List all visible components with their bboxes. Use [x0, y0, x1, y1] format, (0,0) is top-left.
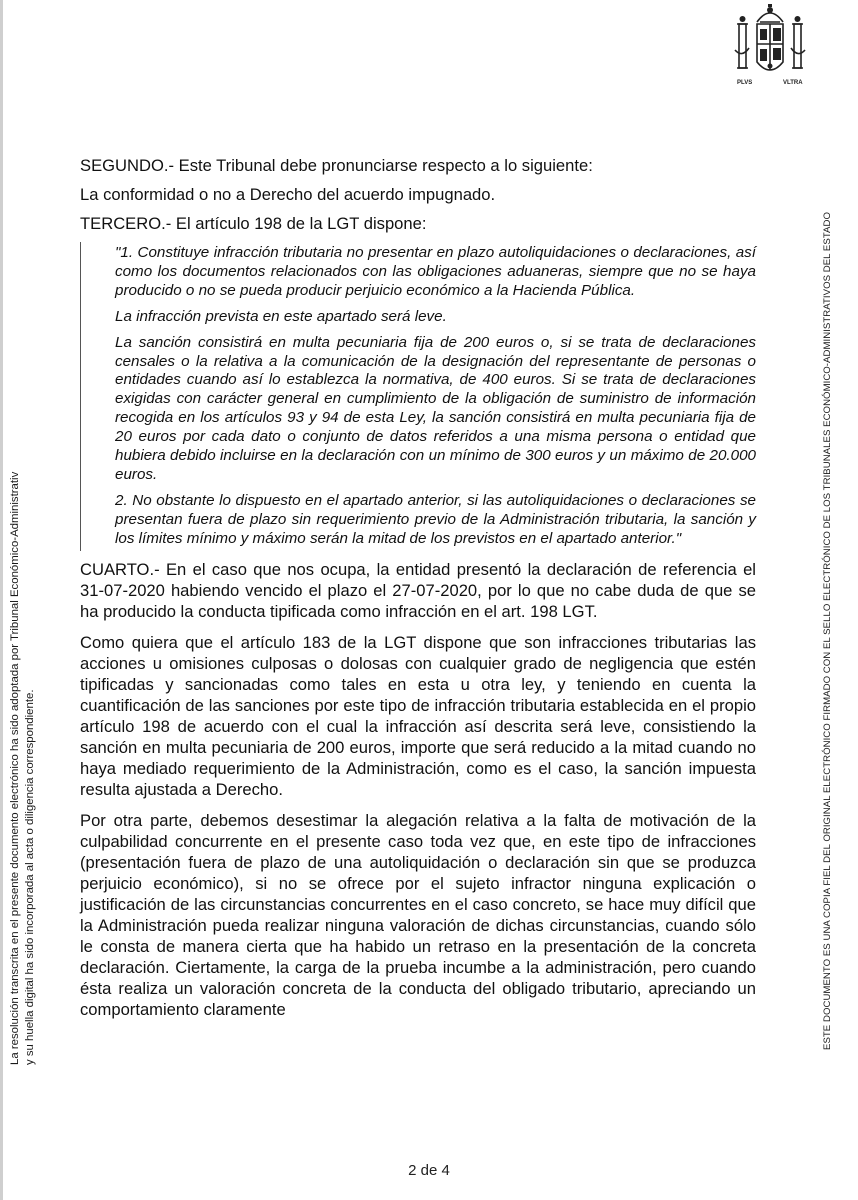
coat-of-arms-icon — [733, 2, 807, 90]
quote-paragraph-4: 2. No obstante lo dispuesto en el apartado anterior, si las autoliquidaciones o declaraciones se presentan fuera de plazo sin requerimiento previo de la Administración tributaria, la sanción y los límites mínimo y máximo serán la mitad de los previstos en el apartado anterior." — [115, 491, 756, 547]
segundo-paragraph: SEGUNDO.- Este Tribunal debe pronunciarse respecto a lo siguiente: — [80, 156, 593, 175]
page-edge — [0, 0, 3, 1200]
cuarto-paragraph: CUARTO.- En el caso que nos ocupa, la entidad presentó la declaración de referencia el 31-07-2020 habiendo vencido el plazo el 27-07-2020, por lo que no cabe duda de que se ha producido la conducta tipificada como infracción en el art. 198 LGT. — [80, 559, 756, 621]
left-margin-note — [8, 472, 38, 1065]
right-margin-note: ESTE DOCUMENTO ES UNA COPIA FIEL DEL ORIGINAL ELECTRÓNICO FIRMADO CON EL SELLO ELECTRÓNICO DE LOS TRIBUNALES ECONÓMICO-ADMINISTRATIVOS DEL ESTADO — [822, 212, 833, 1050]
quote-paragraph-3: La sanción consistirá en multa pecuniaria fija de 200 euros o, si se trata de declaraciones censales o la relativa a la comunicación de la designación del representante de personas o entidades cuando así lo establezca la normativa, de 400 euros. Si se trata de declaraciones exigidas con carácter general en cumplimiento de la obligación de suministro de información recogida en los artículos 93 y 94 de esta Ley, la sanción consistirá en multa pecuniaria fija de 20 euros por cada dato o conjunto de datos referidos a una misma persona o entidad que hubiera debido incluirse en la declaración con un mínimo de 300 euros y un máximo de 20.000 euros. — [115, 333, 756, 483]
svg-text:VLTRA: VLTRA — [783, 80, 803, 86]
document-body — [80, 155, 756, 1030]
por-otra-parte-paragraph: Por otra parte, debemos desestimar la alegación relativa a la falta de motivación de la culpabilidad concurrente en el presente caso toda vez que, en este tipo de infracciones (presentación fuera de plazo de una autoliquidación o declaración sin que se produzca perjuicio económico), si no se ofrece por el sujeto infractor ninguna explicación o justificación de las circunstancias concurrentes en el caso concreto, se hace muy difícil que la Administración pueda realizar ninguna valoración de dichas circunstancias, cuando sólo le consta de manera cierta que ha habido un retraso en la presentación de la concreta declaración. Ciertamente, la carga de la prueba incumbe a la administración, pero cuando ésta realiza un valoración concreta de la conducta del obligado tributario, apreciando un comportamiento claramente — [80, 810, 756, 1019]
left-margin-note-line-1: La resolución transcrita en el presente documento electrónico ha sido adoptada por Tribunal Económico-Administrativ — [9, 471, 21, 1065]
quote-paragraph-1: "1. Constituye infracción tributaria no presentar en plazo autoliquidaciones o declaraciones, así como los documentos relacionados con las obligaciones aduaneras, siempre que no se haya producido o no se pueda producir perjuicio económico a la Hacienda Pública. — [115, 244, 756, 299]
article-198-quote — [80, 242, 756, 551]
como-quiera-paragraph: Como quiera que el artículo 183 de la LGT dispone que son infracciones tributarias las acciones u omisiones culposas o dolosas con cualquier grado de negligencia que estén tipificadas y sancionadas como tales en esta u otra ley, y teniendo en cuenta la cuantificación de las sanciones por este tipo de infracción tributaria establecida en el propio artículo 198 de acuerdo con el cual la infracción así descrita será leve, consistiendo la sanción en multa pecuniaria de 200 euros, importe que será reducido a la mitad cuando no haya mediado requerimiento de la Administración, como es el caso, la sanción impuesta resulta ajustada a Derecho. — [80, 632, 756, 799]
left-margin-note-line-2: y su huella digital ha sido incorporada al acta o diligencia correspondiente. — [24, 689, 36, 1065]
conformidad-paragraph: La conformidad o no a Derecho del acuerdo impugnado. — [80, 185, 496, 204]
page-number: 2 de 4 — [408, 1162, 450, 1179]
svg-text:PLVS: PLVS — [737, 80, 753, 86]
tercero-paragraph: TERCERO.- El artículo 198 de la LGT dispone: — [80, 214, 427, 233]
quote-paragraph-2: La infracción prevista en este apartado será leve. — [115, 307, 447, 325]
